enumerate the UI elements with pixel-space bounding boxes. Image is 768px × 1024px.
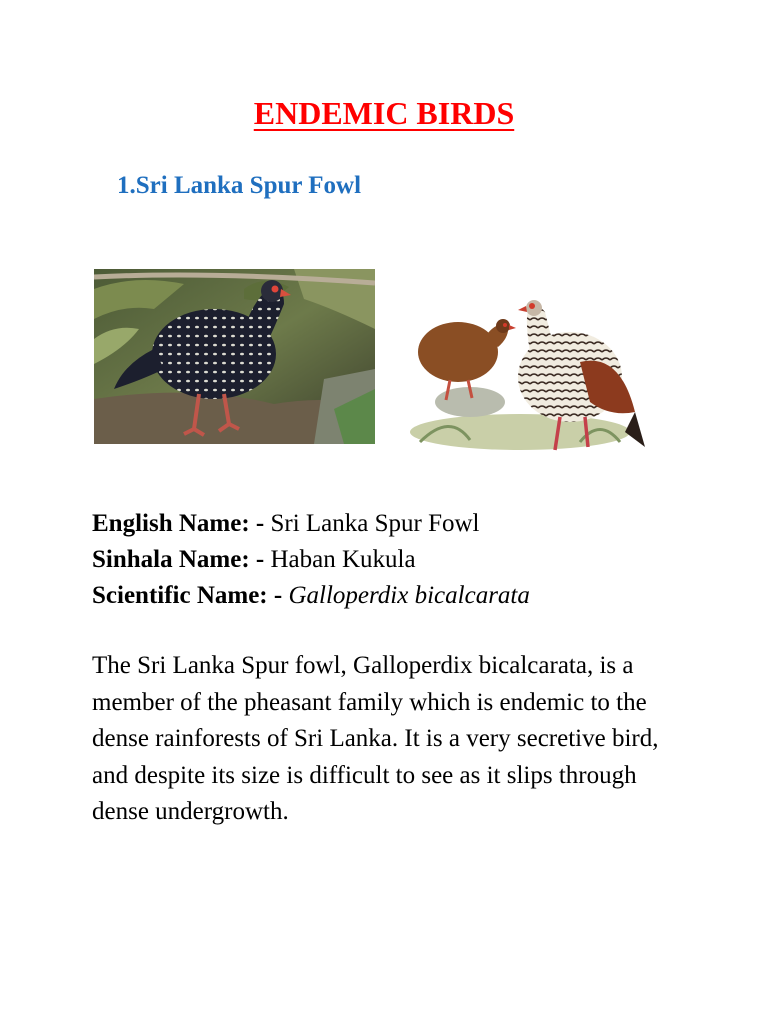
description-paragraph: The Sri Lanka Spur fowl, Galloperdix bicalcarata, is a member of the pheasant family which is endemic to the dense rainforests of Sri Lanka. It is a very secretive bird, and despite its size is difficult to see as it slips through dense undergrowth. — [92, 652, 659, 825]
scientific-name-row — [92, 578, 712, 614]
bird-illustration — [410, 292, 650, 454]
scientific-name-label: Scientific Name: - — [92, 582, 289, 609]
bird-photo-icon — [94, 269, 375, 444]
english-name-value: Sri Lanka Spur Fowl — [270, 510, 480, 537]
sinhala-name-row — [92, 542, 712, 578]
page-title: ENDEMIC BIRDS — [253, 95, 515, 131]
english-name-row — [92, 506, 712, 542]
sinhala-name-value: Haban Kukula — [270, 546, 416, 573]
section-heading: 1.Sri Lanka Spur Fowl — [117, 172, 362, 199]
bird-photo — [94, 269, 375, 444]
bird-illustration-icon — [410, 292, 650, 454]
sinhala-name-label: Sinhala Name: - — [92, 546, 271, 573]
scientific-name-value: Galloperdix bicalcarata — [288, 582, 530, 609]
name-info — [92, 506, 712, 614]
english-name-label: English Name: - — [92, 510, 271, 537]
